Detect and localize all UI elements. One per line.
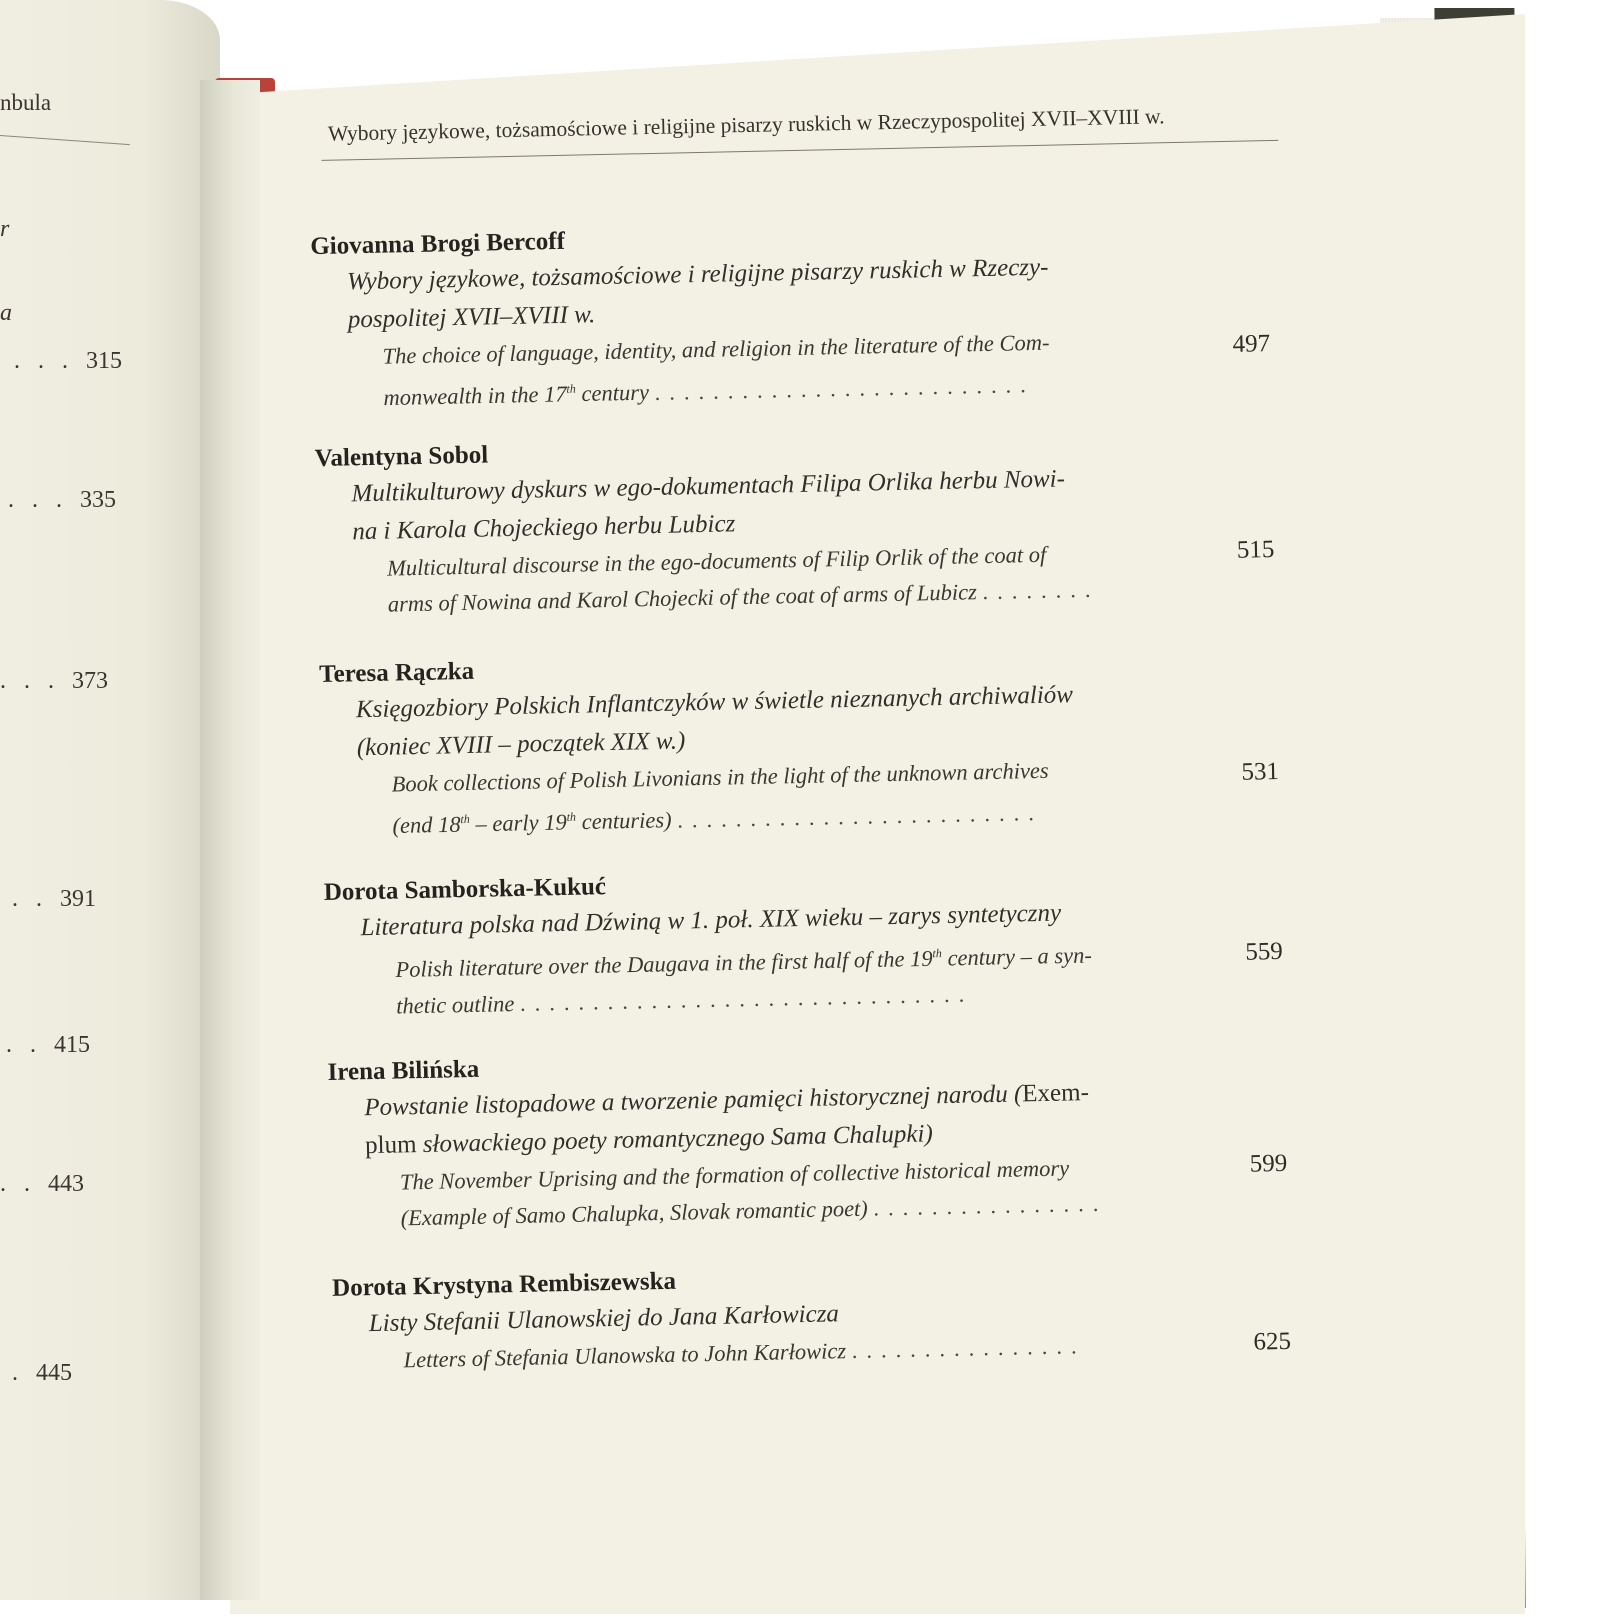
dot-leader: ........ — [982, 576, 1100, 605]
title-fragment: centuries) — [575, 807, 672, 835]
page-number: 515 — [1236, 536, 1275, 564]
entry-author: Giovanna Brogi Bercoff — [310, 227, 566, 261]
title-fragment: (Example of Samo Chalupka, Slovak romantic poet) — [400, 1195, 869, 1231]
dot-leader: ......................... — [676, 799, 1044, 833]
left-fragment: r — [0, 216, 10, 242]
superscript: th — [566, 809, 577, 824]
toc-entry — [327, 1035, 1331, 1238]
title-line: Multicultural discourse in the ego-documents of Filip Orlik of the coat of — [386, 541, 1047, 581]
title-line: Book collections of Polish Livonians in the light of the unknown archives — [391, 757, 1049, 797]
title-line: The November Uprising and the formation of collective historical memory — [399, 1155, 1070, 1195]
left-page-number: 445 — [36, 1360, 72, 1386]
title-fragment: – early 19 — [469, 809, 567, 837]
page-number: 625 — [1253, 1327, 1292, 1356]
left-page-number: 443 — [48, 1171, 84, 1197]
title-fragment: Polish literature over the Daugava in the first half of the 19 — [395, 945, 933, 983]
superscript: th — [566, 381, 576, 396]
title-line: pospolitej XVII–XVIII w. — [347, 301, 596, 334]
left-toc-entry: . . . 335 — [8, 487, 116, 513]
left-toc-entry: . . . 315 — [14, 348, 122, 374]
left-toc-entry: . . 443 — [0, 1171, 84, 1197]
title-line: Literatura polska nad Dźwiną w 1. poł. XIX wieku – zarys syntetyczny — [360, 899, 1062, 942]
left-toc-entry: . . 415 — [6, 1032, 90, 1058]
title-line: Księgozbiory Polskich Inflantczyków w świetle nieznanych archiwaliów — [355, 681, 1074, 724]
left-fragment: a — [0, 300, 12, 326]
entry-author: Valentyna Sobol — [314, 441, 489, 473]
toc-entry — [332, 1251, 1334, 1380]
left-page-number: 391 — [60, 886, 96, 912]
title-line: Multikulturowy dyskurs w ego-dokumentach Filipa Orlika herbu Nowi- — [351, 465, 1066, 508]
left-toc-entry: . . . 373 — [0, 668, 108, 694]
title-line: Listy Stefanii Ulanowskiej do Jana Karłowicza — [368, 1300, 840, 1338]
toc-entry — [310, 209, 1314, 417]
superscript: th — [460, 811, 470, 827]
entry-author: Dorota Samborska-Kukuć — [323, 873, 607, 906]
title-line: Wybory językowe, tożsamościowe i religijne pisarzy ruskich w Rzeczy- — [346, 253, 1049, 296]
dot-leader: ............................... — [519, 980, 974, 1016]
title-fragment: Exem- — [1021, 1079, 1090, 1108]
toc-entry — [314, 421, 1318, 624]
title-line: na i Karola Chojeckiego herbu Lubicz — [352, 510, 736, 546]
page-number: 599 — [1249, 1149, 1288, 1178]
page-number: 531 — [1241, 757, 1280, 786]
title-fragment: plum — [364, 1131, 417, 1160]
left-running-head: nbula — [0, 90, 52, 115]
dot-leader: ................ — [873, 1190, 1108, 1221]
entry-author: Dorota Krystyna Rembiszewska — [331, 1267, 677, 1302]
left-toc-entry: . . 391 — [12, 886, 96, 912]
page-number: 497 — [1232, 329, 1271, 358]
title-fragment: monwealth in the 17 — [383, 381, 567, 411]
dot-leader: .......................... — [654, 371, 1036, 405]
title-fragment: (end 18 — [392, 811, 461, 839]
title-fragment: Letters of Stefania Ulanowska to John Karłowicz — [403, 1338, 847, 1373]
toc-entry — [323, 855, 1326, 1025]
entry-author: Irena Bilińska — [327, 1055, 480, 1086]
toc-entry — [319, 637, 1323, 845]
title-fragment: thetic outline — [395, 990, 515, 1018]
title-line: (koniec XVIII – początek XIX w.) — [356, 727, 686, 762]
title-fragment: century – a syn- — [941, 942, 1093, 971]
left-toc-entry: . 445 — [12, 1360, 72, 1386]
left-page-number: 415 — [54, 1032, 90, 1058]
title-line: The choice of language, identity, and religion in the literature of the Com- — [382, 329, 1050, 369]
page-number: 559 — [1244, 937, 1284, 966]
title-fragment: arms of Nowina and Karol Chojecki of the coat of arms of Lubicz — [387, 579, 978, 617]
running-head: Wybory językowe, tożsamościowe i religijne pisarzy ruskich w Rzeczypospolitej XVII–XVIII w. — [327, 104, 1165, 146]
title-fragment: century — [575, 379, 650, 407]
title-fragment: Powstanie listopadowe a tworzenie pamięci historycznej narodu ( — [364, 1080, 1023, 1122]
left-page-number: 373 — [72, 668, 108, 694]
left-page-number: 335 — [80, 487, 116, 513]
superscript: th — [932, 946, 942, 961]
title-fragment: słowackiego poety romantycznego Sama Chalupki) — [416, 1120, 934, 1159]
entry-author: Teresa Rączka — [318, 657, 475, 689]
left-page-number: 315 — [86, 348, 122, 374]
dot-leader: ................ — [851, 1333, 1086, 1364]
